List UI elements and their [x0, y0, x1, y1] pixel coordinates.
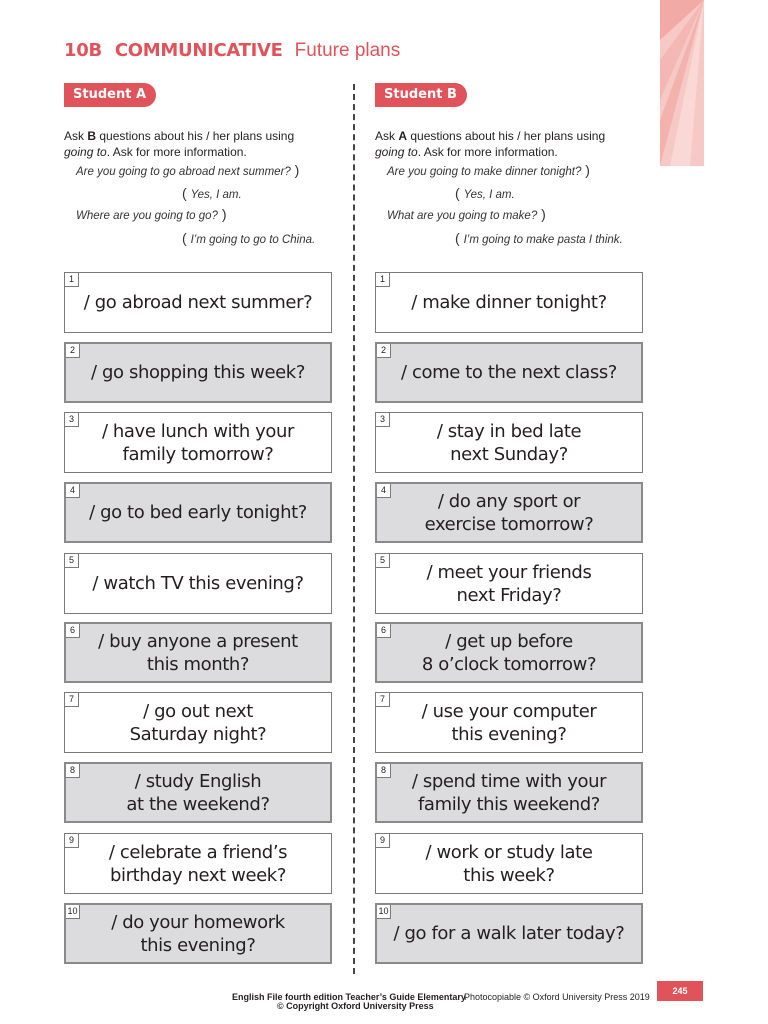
- card-number: 1: [65, 273, 79, 287]
- card-question: / do any sport or exercise tomorrow?: [424, 490, 594, 535]
- unit-type: COMMUNICATIVE: [114, 40, 283, 61]
- student-b-card: [375, 553, 643, 614]
- card-number: 7: [65, 693, 79, 707]
- footer-copyright: © Copyright Oxford University Press: [277, 1001, 434, 1011]
- card-question: / study English at the weekend?: [126, 770, 270, 815]
- card-number: 2: [377, 344, 391, 358]
- student-a-card: [64, 903, 332, 964]
- student-a-example-answer-1: ( Yes, I am.: [182, 185, 242, 201]
- card-question: / get up before 8 o’clock tomorrow?: [421, 630, 597, 675]
- card-question: / work or study late this week?: [425, 841, 593, 886]
- student-a-card: [64, 762, 332, 823]
- student-b-example-answer-2: ( I’m going to make pasta I think.: [455, 230, 623, 246]
- card-number: 6: [377, 624, 391, 638]
- student-a-card: [64, 272, 332, 333]
- footer-photocopiable: Photocopiable © Oxford University Press 2019: [464, 992, 650, 1002]
- student-b-card: [375, 482, 643, 543]
- card-question: / go shopping this week?: [91, 362, 305, 383]
- student-b-card: [375, 833, 643, 894]
- card-number: 10: [377, 905, 391, 919]
- card-number: 8: [377, 764, 391, 778]
- student-b-card: [375, 272, 643, 333]
- card-question: / go out next Saturday night?: [129, 700, 267, 745]
- card-question: / do your homework this evening?: [111, 911, 285, 956]
- card-question: / buy anyone a present this month?: [98, 630, 298, 675]
- card-question: / meet your friends next Friday?: [426, 561, 592, 606]
- card-number: 1: [376, 273, 390, 287]
- card-question: / come to the next class?: [401, 362, 617, 383]
- card-number: 4: [66, 484, 80, 498]
- card-question: / make dinner tonight?: [411, 292, 607, 313]
- student-a-card: [64, 622, 332, 683]
- unit-code: 10B: [64, 40, 102, 61]
- card-number: 7: [376, 693, 390, 707]
- unit-title: Future plans: [294, 40, 401, 61]
- student-b-example-question-2: What are you going to make? ): [387, 206, 546, 222]
- card-question: / stay in bed late next Sunday?: [436, 420, 582, 465]
- student-b-instructions: Ask A questions about his / her plans using going to. Ask for more information.: [375, 129, 606, 159]
- student-b-tab: Student B: [375, 83, 467, 107]
- student-a-example-question-2: Where are you going to go? ): [76, 206, 227, 222]
- card-number: 9: [376, 834, 390, 848]
- student-a-tab: Student A: [64, 83, 156, 107]
- card-number: 8: [66, 764, 80, 778]
- card-question: / celebrate a friend’s birthday next week?: [108, 841, 288, 886]
- student-a-card: [64, 412, 332, 473]
- student-b-example-answer-1: ( Yes, I am.: [455, 185, 515, 201]
- card-number: 5: [65, 554, 79, 568]
- student-b-card: [375, 412, 643, 473]
- student-b-card: [375, 342, 643, 403]
- card-question: / go to bed early tonight?: [89, 502, 307, 523]
- unit-header: [64, 40, 400, 66]
- student-b-card: [375, 762, 643, 823]
- card-question: / spend time with your family this weekend?: [411, 770, 607, 815]
- page-number-badge: 245: [657, 981, 703, 1001]
- footer-book-title: English File fourth edition Teacher’s Guide Elementary: [232, 992, 466, 1002]
- card-number: 4: [377, 484, 391, 498]
- card-number: 6: [66, 624, 80, 638]
- card-number: 2: [66, 344, 80, 358]
- card-question: / have lunch with your family tomorrow?: [101, 420, 295, 465]
- card-number: 3: [376, 413, 390, 427]
- student-a-card: [64, 553, 332, 614]
- card-question: / go abroad next summer?: [83, 292, 313, 313]
- card-number: 3: [65, 413, 79, 427]
- card-question: / go for a walk later today?: [393, 923, 625, 944]
- student-b-card: [375, 903, 643, 964]
- student-b-example-question-1: Are you going to make dinner tonight? ): [387, 162, 590, 178]
- student-a-card: [64, 342, 332, 403]
- student-a-card: [64, 833, 332, 894]
- card-number: 9: [65, 834, 79, 848]
- decorative-rays: [660, 0, 704, 166]
- student-a-instructions: Ask B questions about his / her plans using going to. Ask for more information.: [64, 129, 295, 159]
- student-a-card: [64, 692, 332, 753]
- student-a-card: [64, 482, 332, 543]
- student-b-card: [375, 692, 643, 753]
- card-question: / watch TV this evening?: [92, 573, 304, 594]
- card-number: 5: [376, 554, 390, 568]
- card-question: / use your computer this evening?: [421, 700, 597, 745]
- student-a-example-question-1: Are you going to go abroad next summer? ): [76, 162, 300, 178]
- student-b-card: [375, 622, 643, 683]
- card-number: 10: [66, 905, 80, 919]
- cut-line-divider: [353, 84, 355, 974]
- student-a-example-answer-2: ( I’m going to go to China.: [182, 230, 316, 246]
